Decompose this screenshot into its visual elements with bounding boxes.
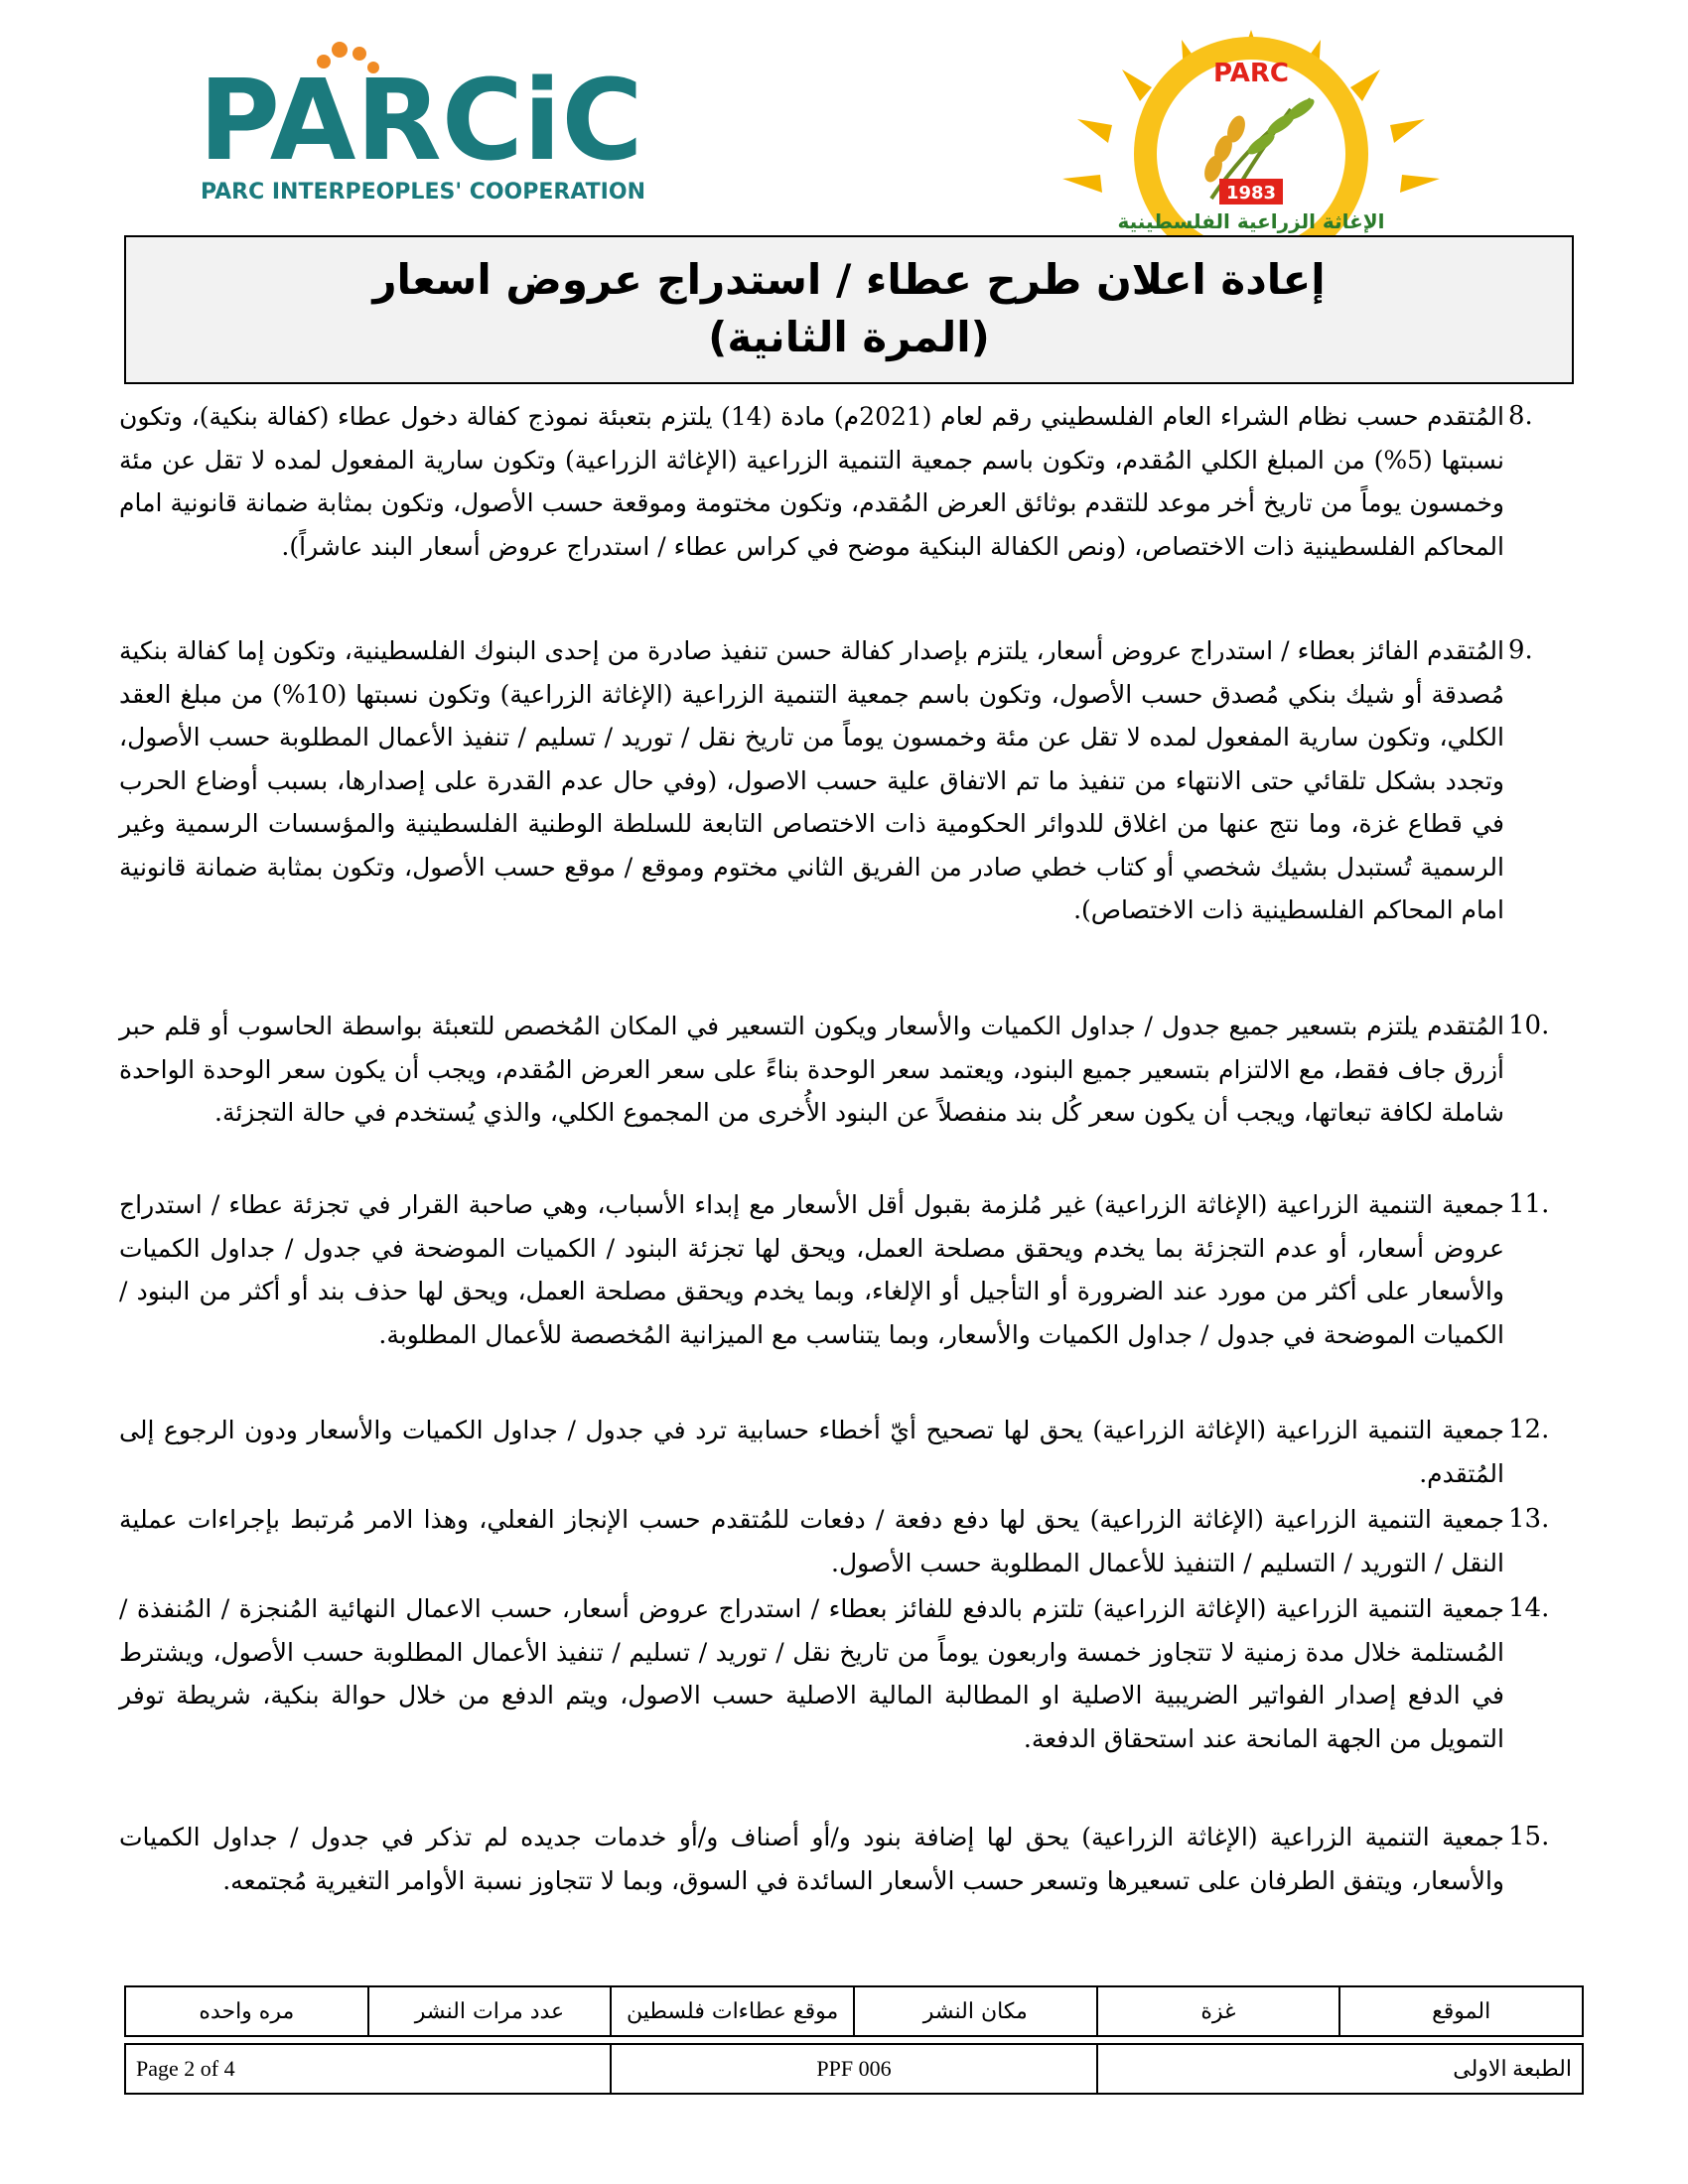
clause-text: المُتقدم الفائز بعطاء / استدراج عروض أسعار، يلتزم بإصدار كفالة حسن تنفيذ صادرة من إحدى البنوك الفلسطينية، وتكون إما كفالة بنكية مُصدقة أو شيك بنكي مُصدق حسب الأصول، وتكون باسم جمعية التنمية الزراعية (الإغاثة الزراعية) وتكون نسبتها (10%) من مبلغ العقد الكلي، وتكون سارية المفعول لمده لا تقل عن مئة وخمسون يوماً من تاريخ نقل / توريد / تسليم / تنفيذ الأعمال المطلوبة حسب الأصول، وتجدد بشكل تلقائي حتى الانتهاء من تنفيذ ما تم الاتفاق علية حسب الاصول، (وفي حال عدم القدرة على إصدارها، بسبب أوضاع الحرب في قطاع غزة، وما نتج عنها من اغلاق للدوائر الحكومية ذات الاختصاص التابعة للسلطة الوطنية الفلسطينية والمؤسسات الرسمية وغير الرسمية تُستبدل بشيك شخصي أو كتاب خطي صادر من الفريق الثاني مختوم وموقع / موقع حسب الأصول، وتكون بمثابة ضمانة قانونية امام المحاكم الفلسطينية ذات الاختصاص). [119, 636, 1505, 924]
svg-text:1983: 1983 [1225, 183, 1277, 204]
clauses-list [119, 395, 1574, 1955]
clause-12 [119, 1409, 1574, 1498]
clause-8 [119, 395, 1574, 629]
location-value: غزة [1097, 1986, 1340, 2036]
clause-text: جمعية التنمية الزراعية (الإغاثة الزراعية) يحق لها تصحيح أيّ أخطاء حسابية ترد في جدول / جداول الكميات والأسعار ودون الرجوع إلى المُتقدم. [119, 1416, 1504, 1488]
clause-text: جمعية التنمية الزراعية (الإغاثة الزراعية) تلتزم بالدفع للفائز بعطاء / استدراج عروض أسعار، حسب الاعمال النهائية المُنجزة / المُنفذة / المُستلمة خلال مدة زمنية لا تتجاوز خمسة واربعون يوماً من تاريخ نقل / توريد / تسليم / تنفيذ الأعمال المطلوبة حسب الأصول، ويشترط في الدفع إصدار الفواتير الضريبية الاصلية او المطالبة المالية الاصلية حسب الاصول، ويتم الدفع من خلال حوالة بنكية، شريطة توفر التمويل من الجهة المانحة عند استحقاق الدفعة. [119, 1594, 1504, 1753]
svg-text:PARC: PARC [1213, 59, 1289, 88]
location-label: الموقع [1339, 1986, 1583, 2036]
clause-number: 10. [1508, 1011, 1550, 1040]
document-footer-table [124, 2043, 1584, 2095]
clause-11 [119, 1183, 1574, 1409]
clause-number: 14. [1508, 1593, 1550, 1623]
clause-14 [119, 1587, 1574, 1816]
svg-text:PARCiC: PARCiC [199, 57, 643, 186]
publication-count-value: مره واحده [125, 1986, 368, 2036]
clause-number: 12. [1508, 1415, 1550, 1444]
publication-place-label: مكان النشر [854, 1986, 1097, 2036]
clause-number: 9. [1508, 635, 1533, 665]
clause-text: جمعية التنمية الزراعية (الإغاثة الزراعية) غير مُلزمة بقبول أقل الأسعار مع إبداء الأسباب، وهي صاحبة القرار في تجزئة عطاء / استدراج عروض أسعار، أو عدم التجزئة بما يخدم ويحقق مصلحة العمل، ويحق لها تجزئة البنود / الكميات الموضحة في جدول / جداول الكميات والأسعار على أكثر من مورد عند الضرورة أو التأجيل أو الإلغاء، وبما يخدم ويحقق مصلحة العمل، ويحق لها حذف بند أو أكثر من البنود / الكميات الموضحة في جدول / جداول الكميات والأسعار، وبما يتناسب مع الميزانية المُخصصة للأعمال المطلوبة. [119, 1190, 1504, 1349]
form-code: PPF 006 [611, 2044, 1096, 2094]
clause-10 [119, 1005, 1574, 1183]
clause-9 [119, 629, 1574, 1005]
clause-number: 15. [1508, 1822, 1550, 1851]
publication-info-table [124, 1985, 1584, 2037]
edition-label: الطبعة الاولى [1097, 2044, 1583, 2094]
clause-text: جمعية التنمية الزراعية (الإغاثة الزراعية) يحق لها دفع دفعة / دفعات للمُتقدم حسب الإنجاز الفعلي، وهذا الامر مُرتبط بإجراءات عملية النقل / التوريد / التسليم / التنفيذ للأعمال المطلوبة حسب الأصول. [119, 1505, 1504, 1577]
publication-count-label: عدد مرات النشر [368, 1986, 612, 2036]
clause-text: المُتقدم حسب نظام الشراء العام الفلسطيني رقم لعام (2021م) مادة (14) يلتزم بتعبئة نموذج كفالة دخول عطاء (كفالة بنكية)، وتكون نسبتها (5%) من المبلغ الكلي المُقدم، وتكون باسم جمعية التنمية الزراعية (الإغاثة الزراعية) وتكون سارية المفعول لمده لا تقل عن مئة وخمسون يوماً من تاريخ أخر موعد للتقدم بوثائق العرض المُقدم، وتكون مختومة وموقعة حسب الأصول، وتكون بمثابة ضمانة قانونية امام المحاكم الفلسطينية ذات الاختصاص، (ونص الكفالة البنكية موضح في كراس عطاء / استدراج عروض أسعار البند عاشراً). [119, 402, 1504, 561]
svg-text:الإغاثة الزراعية الفلسطينية: الإغاثة الزراعية الفلسطينية [1117, 209, 1385, 233]
clause-15 [119, 1816, 1574, 1955]
publication-place-value: موقع عطاءات فلسطين [611, 1986, 854, 2036]
parcic-logo [199, 40, 755, 208]
clause-text: المُتقدم يلتزم بتسعير جميع جدول / جداول الكميات والأسعار ويكون التسعير في المكان المُخصص للتعبئة بواسطة الحاسوب أو قلم حبر أزرق جاف فقط، مع الالتزام بتسعير جميع البنود، ويعتمد سعر الوحدة بناءً على سعر العرض المُقدم، ويجب أن يكون سعر الوحدة الواحدة شاملة لكافة تبعاتها، ويجب أن يكون سعر كُل بند منفصلاً عن البنود الأُخرى من المجموع الكلي، والذي يُستخدم في حالة التجزئة. [119, 1012, 1504, 1127]
title-line-1: إعادة اعلان طرح عطاء / استدراج عروض اسعار [372, 255, 1326, 304]
svg-text:PARC INTERPEOPLES' COOPERATION: PARC INTERPEOPLES' COOPERATION [201, 180, 645, 205]
parc-logo [963, 30, 1539, 238]
clause-number: 13. [1508, 1504, 1550, 1534]
title-line-2: (المرة الثانية) [708, 313, 990, 361]
page-number: Page 2 of 4 [125, 2044, 611, 2094]
clause-text: جمعية التنمية الزراعية (الإغاثة الزراعية) يحق لها إضافة بنود و/أو أصناف و/أو خدمات جديده لم تذكر في جدول / جداول الكميات والأسعار، ويتفق الطرفان على تسعيرها وتسعر حسب الأسعار السائدة في السوق، وبما لا تتجاوز نسبة الأوامر التغيرية مُجتمعه. [119, 1823, 1504, 1895]
announcement-title-box [124, 235, 1574, 384]
clause-number: 11. [1508, 1189, 1550, 1219]
clause-13 [119, 1498, 1574, 1587]
clause-number: 8. [1508, 401, 1533, 431]
